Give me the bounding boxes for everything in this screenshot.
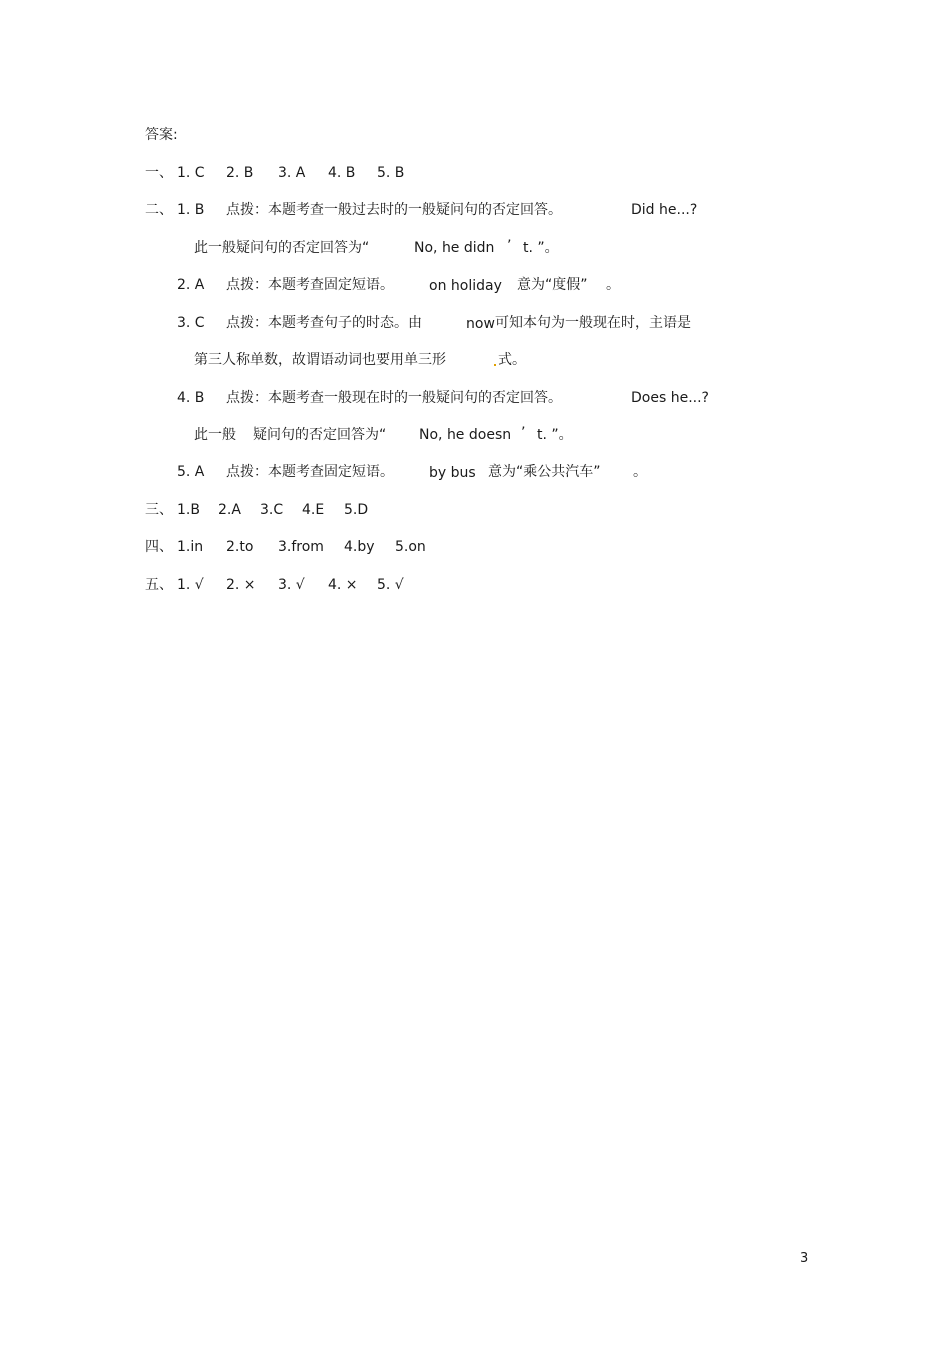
explanation-text: 。 [606,277,620,293]
explanation-text: 点拨：本题考查一般过去时的一般疑问句的否定回答。 [226,202,562,218]
explanation-text: t. ”。 [523,240,559,256]
explanation-text: 点拨：本题考查固定短语。 [226,277,394,293]
answer-item: 1.in [177,539,204,555]
answer-item: 2.A [218,502,241,518]
section-number: 四、 [145,539,173,555]
english-phrase: on holiday [429,278,502,294]
answer-item: 5. √ [377,577,404,593]
explanation-text: 点拨：本题考查固定短语。 [226,464,394,480]
answer-header: 答案: [145,127,178,143]
answer-item: 2.to [226,539,254,555]
answer-item: 3.from [278,539,324,555]
answer-item: 2. × [226,577,256,593]
apostrophe: ’ [507,238,512,254]
answer-item: 3. A [278,165,306,181]
answer-item: 3.C [260,502,284,518]
english-phrase: Does he...? [631,390,709,406]
answer-item: 5.on [395,539,426,555]
answer-item: 4. B [328,165,356,181]
explanation-text: 第三人称单数，故谓语动词也要用单三形 [194,352,446,368]
explanation-text: 点拨：本题考查一般现在时的一般疑问句的否定回答。 [226,390,562,406]
explanation-text: 可知本句为一般现在时，主语是 [495,315,691,331]
explanation-text: 点拨：本题考查句子的时态。由 [226,315,422,331]
answer-item: 1. C [177,165,205,181]
answer-item: 1.B [177,502,200,518]
explanation-text: 此一般疑问句的否定回答为“ [194,240,370,256]
explanation-text: 意为“乘公共汽车” [488,464,601,480]
english-phrase: by bus [429,465,476,481]
english-phrase: No, he doesn [419,427,512,443]
answer-item: 4.E [302,502,325,518]
explanation-text: t. ”。 [537,427,573,443]
english-phrase: now [466,316,495,332]
question-label: 1. B [177,202,205,218]
explanation-text: 式。 [498,352,526,368]
section-number: 一、 [145,165,173,181]
explanation-text: 疑问句的否定回答为“ [253,427,387,443]
english-phrase: Did he...? [631,202,698,218]
stray-mark [494,364,496,366]
question-label: 3. C [177,315,205,331]
explanation-text: 此一般 [194,427,236,443]
explanation-text: 。 [633,464,647,480]
question-label: 5. A [177,464,205,480]
answer-item: 4.by [344,539,375,555]
answer-item: 5. B [377,165,405,181]
question-label: 4. B [177,390,205,406]
answer-item: 5.D [344,502,369,518]
page-number: 3 [800,1251,809,1266]
answer-item: 3. √ [278,577,305,593]
apostrophe: ’ [521,425,526,441]
answer-item: 2. B [226,165,254,181]
answer-item: 4. × [328,577,358,593]
section-number: 三、 [145,502,173,518]
answer-item: 1. √ [177,577,204,593]
section-number: 五、 [145,577,173,593]
question-label: 2. A [177,277,205,293]
english-phrase: No, he didn [414,240,495,256]
explanation-text: 意为“度假” [517,277,588,293]
section-number: 二、 [145,202,173,218]
